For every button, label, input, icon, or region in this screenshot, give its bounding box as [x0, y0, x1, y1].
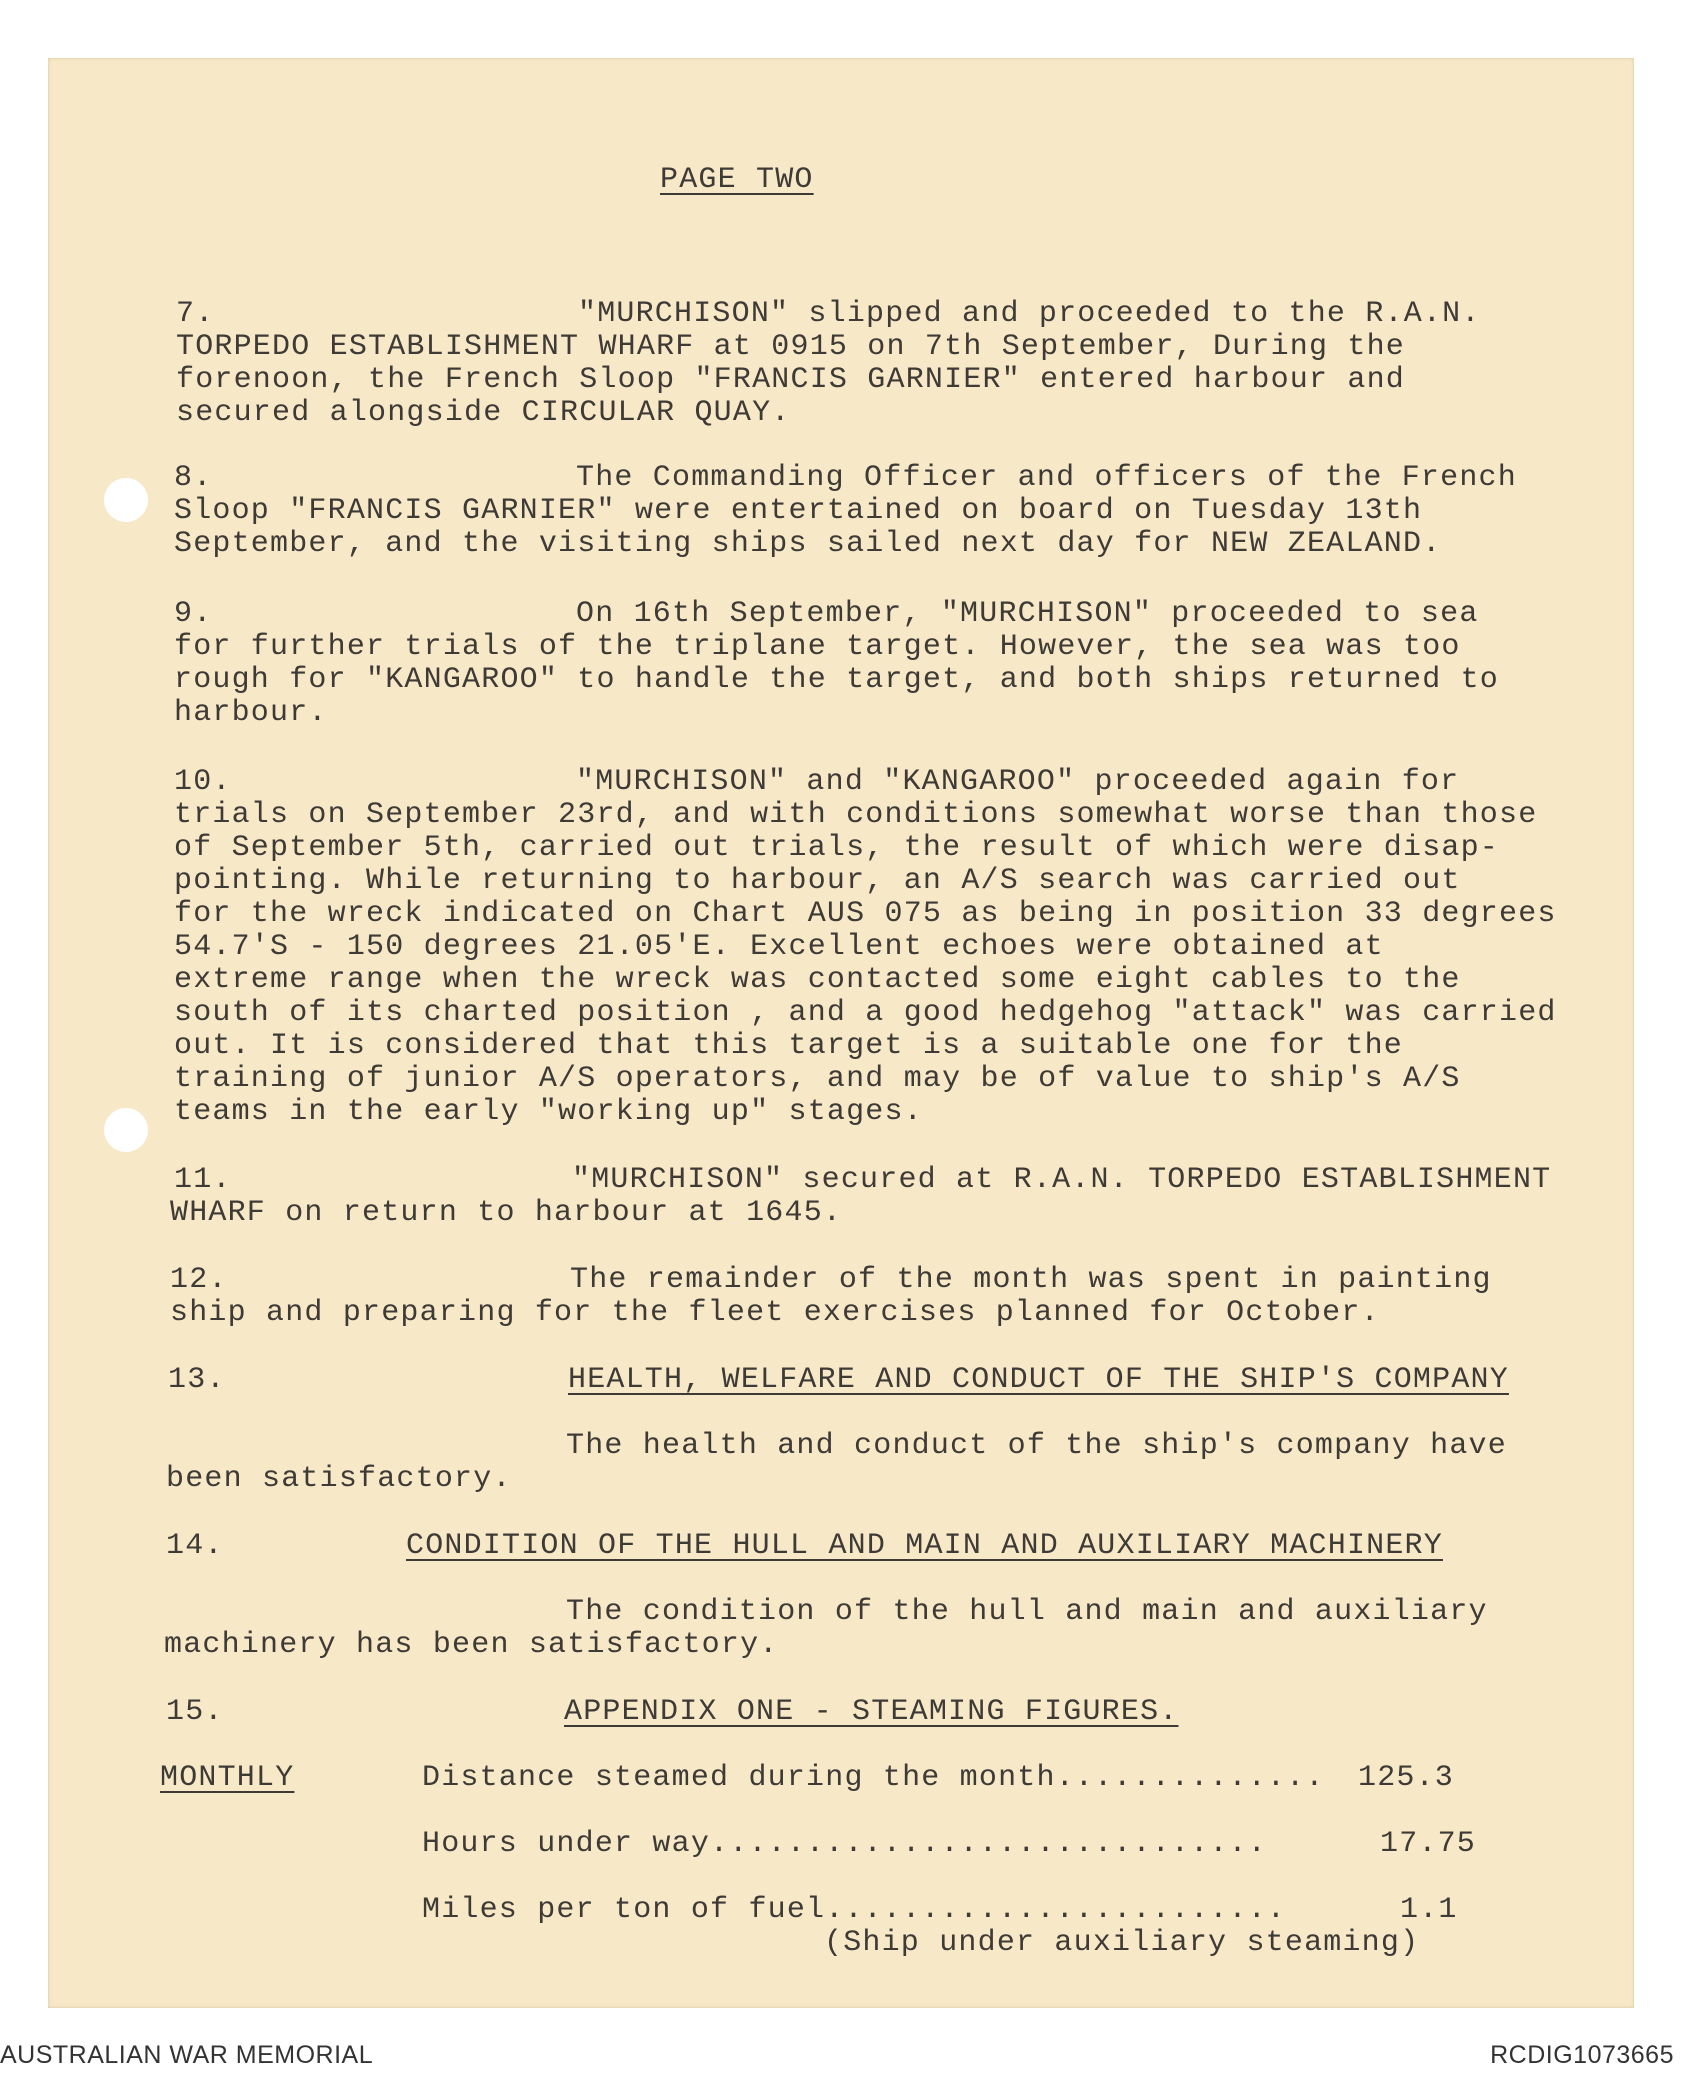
punch-hole — [104, 1108, 148, 1152]
paragraph-first-line: The remainder of the month was spent in painting — [570, 1263, 1492, 1297]
paragraph-line: TORPEDO ESTABLISHMENT WHARF at 0915 on 7th September, During the — [176, 330, 1405, 364]
punch-hole — [104, 478, 148, 522]
paragraph-line: for further trials of the triplane target. However, the sea was too — [174, 630, 1461, 664]
paragraph-number: 8. — [174, 461, 213, 495]
section-number: 15. — [166, 1695, 224, 1729]
paragraph-line: rough for "KANGAROO" to handle the target, and both ships returned to — [174, 663, 1500, 697]
paragraph-number: 9. — [174, 597, 213, 631]
paragraph-first-line: The Commanding Officer and officers of the French — [576, 461, 1517, 495]
monthly-label: MONTHLY — [160, 1761, 295, 1795]
steaming-value: 17.75 — [1380, 1827, 1477, 1861]
steaming-label: Miles per ton of fuel........................ — [422, 1893, 1287, 1927]
paragraph-line: WHARF on return to harbour at 1645. — [170, 1196, 843, 1230]
footer-archive-name: AUSTRALIAN WAR MEMORIAL — [0, 2041, 374, 2069]
page-title: PAGE TWO — [660, 163, 814, 197]
paragraph-line: training of junior A/S operators, and may be of value to ship's A/S — [174, 1062, 1461, 1096]
steaming-note: (Ship under auxiliary steaming) — [824, 1926, 1420, 1960]
section-first-line: The condition of the hull and main and auxiliary — [566, 1595, 1488, 1629]
paragraph-line: pointing. While returning to harbour, an A/S search was carried out — [174, 864, 1461, 898]
section-heading: APPENDIX ONE - STEAMING FIGURES. — [564, 1695, 1179, 1729]
paragraph-first-line: "MURCHISON" and "KANGAROO" proceeded again for — [576, 765, 1460, 799]
section-number: 14. — [166, 1529, 224, 1563]
paragraph-first-line: "MURCHISON" secured at R.A.N. TORPEDO ESTABLISHMENT — [572, 1163, 1552, 1197]
steaming-value: 125.3 — [1358, 1761, 1455, 1795]
paragraph-first-line: On 16th September, "MURCHISON" proceeded to sea — [576, 597, 1479, 631]
paragraph-line: for the wreck indicated on Chart AUS 075 as being in position 33 degrees — [174, 897, 1557, 931]
section-heading: CONDITION OF THE HULL AND MAIN AND AUXILIARY MACHINERY — [406, 1529, 1443, 1563]
section-heading: HEALTH, WELFARE AND CONDUCT OF THE SHIP'S COMPANY — [568, 1363, 1509, 1397]
section-line: machinery has been satisfactory. — [164, 1628, 779, 1662]
paragraph-line: forenoon, the French Sloop "FRANCIS GARNIER" entered harbour and — [176, 363, 1405, 397]
paragraph-line: September, and the visiting ships sailed next day for NEW ZEALAND. — [174, 527, 1442, 561]
paragraph-line: teams in the early "working up" stages. — [174, 1095, 923, 1129]
section-number: 13. — [168, 1363, 226, 1397]
steaming-label: Hours under way............................. — [422, 1827, 1267, 1861]
paragraph-number: 7. — [176, 297, 215, 331]
paragraph-first-line: "MURCHISON" slipped and proceeded to the R.A.N. — [578, 297, 1481, 331]
paragraph-line: of September 5th, carried out trials, the result of which were disap- — [174, 831, 1500, 865]
paragraph-line: out. It is considered that this target is a suitable one for the — [174, 1029, 1403, 1063]
paragraph-line: south of its charted position , and a good hedgehog "attack" was carried — [174, 996, 1557, 1030]
section-first-line: The health and conduct of the ship's company have — [566, 1429, 1507, 1463]
paragraph-line: 54.7'S - 150 degrees 21.05'E. Excellent echoes were obtained at — [174, 930, 1384, 964]
paragraph-number: 10. — [174, 765, 232, 799]
steaming-value: 1.1 — [1400, 1893, 1458, 1927]
paragraph-line: extreme range when the wreck was contacted some eight cables to the — [174, 963, 1461, 997]
paragraph-number: 12. — [170, 1263, 228, 1297]
paragraph-line: secured alongside CIRCULAR QUAY. — [176, 396, 791, 430]
paragraph-number: 11. — [174, 1163, 232, 1197]
paragraph-line: harbour. — [174, 696, 328, 730]
footer-record-id: RCDIG1073665 — [1490, 2041, 1674, 2069]
paragraph-line: trials on September 23rd, and with conditions somewhat worse than those — [174, 798, 1538, 832]
steaming-label: Distance steamed during the month.............. — [422, 1761, 1325, 1795]
paragraph-line: ship and preparing for the fleet exercises planned for October. — [170, 1296, 1380, 1330]
section-line: been satisfactory. — [166, 1462, 512, 1496]
paragraph-line: Sloop "FRANCIS GARNIER" were entertained on board on Tuesday 13th — [174, 494, 1423, 528]
